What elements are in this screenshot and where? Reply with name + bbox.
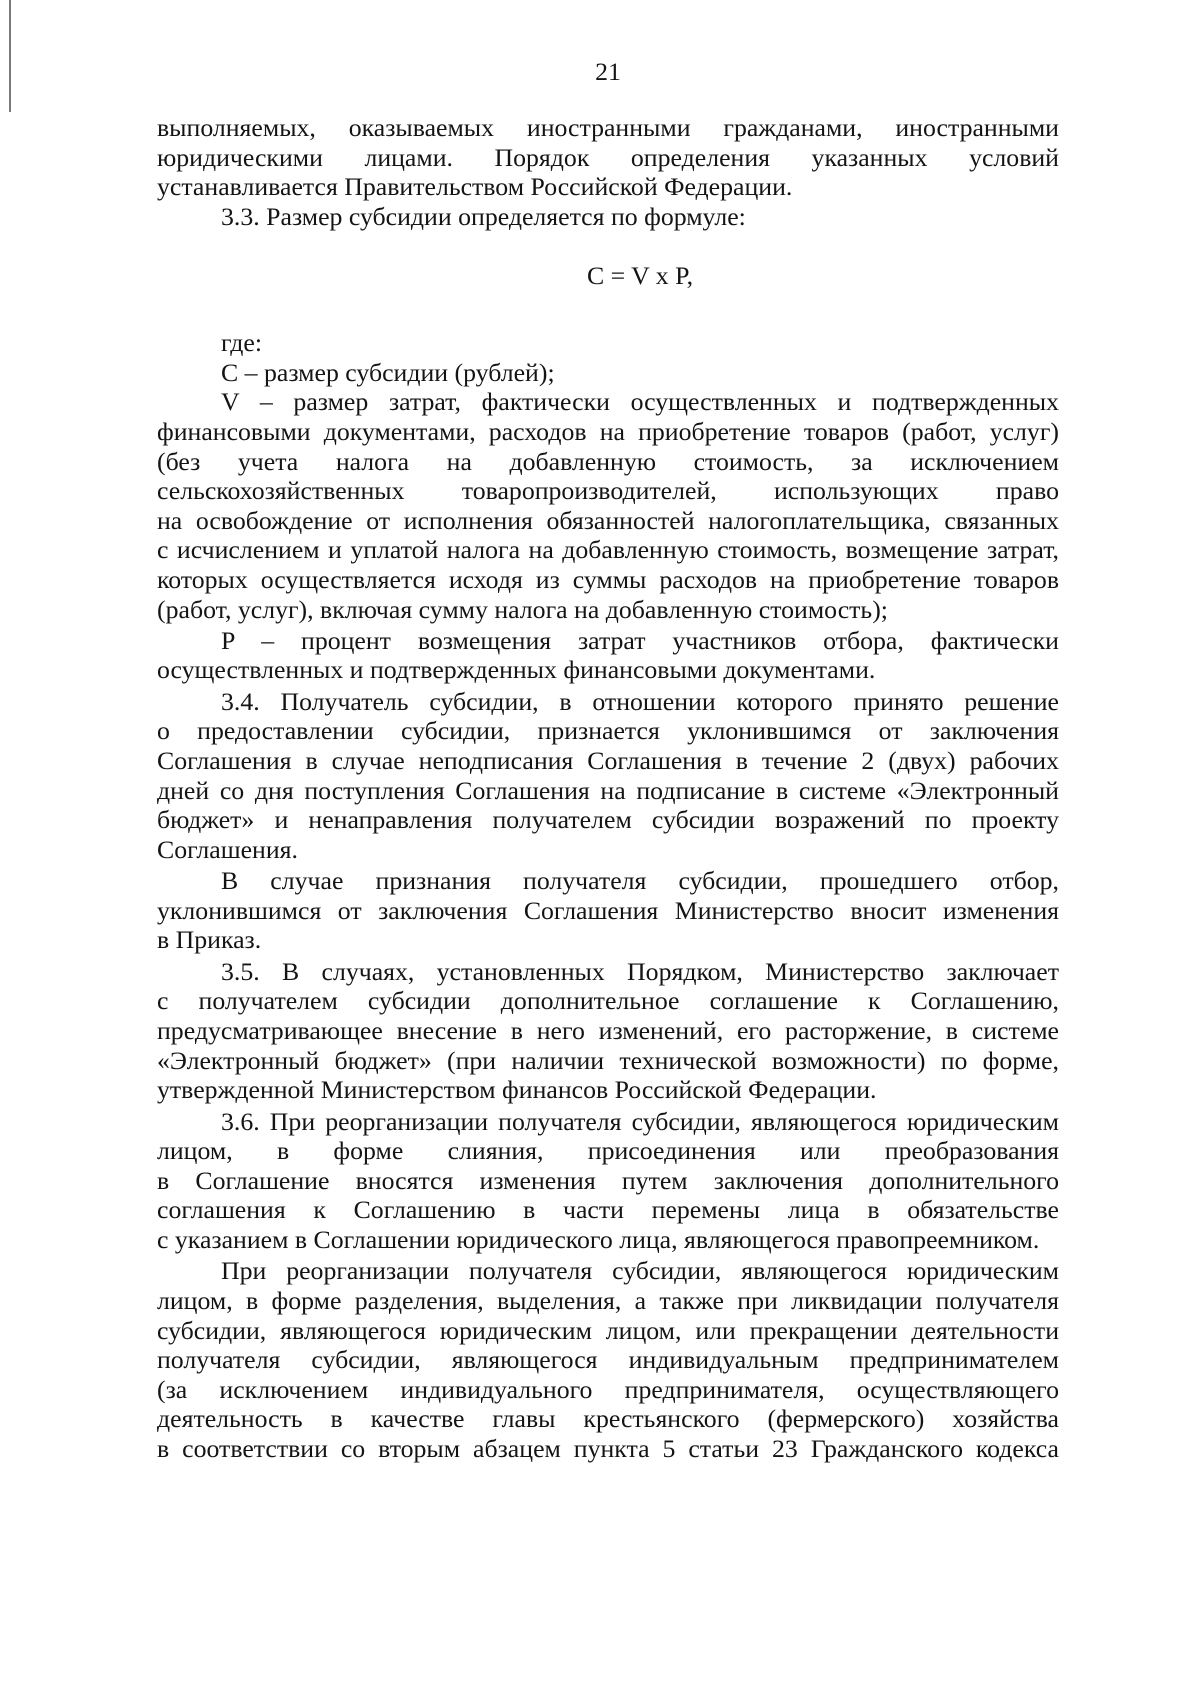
clause-paragraph [157, 1107, 1059, 1255]
text-line: в Приказ. [157, 925, 262, 955]
text-line: осуществленных и подтвержденных финансовыми документами. [157, 655, 876, 685]
text-line: устанавливается Правительством Российской Федерации. [157, 172, 793, 202]
text-line: получателя субсидии, являющегося индивидуальным предпринимателем [157, 1345, 1059, 1375]
text-line: бюджет» и ненаправления получателем субсидии возражений по проекту [157, 805, 1059, 835]
text-line: «Электронный бюджет» (при наличии технической возможности) по форме, [157, 1045, 1059, 1075]
clause-paragraph [157, 1256, 1059, 1463]
definition-paragraph [157, 626, 1059, 685]
text-line: с исчислением и уплатой налога на добавленную стоимость, возмещение затрат, [157, 535, 1059, 565]
text-line: уклонившимся от заключения Соглашения Министерство вносит изменения [157, 895, 1059, 925]
text-line: V – размер затрат, фактически осуществленных и подтвержденных [221, 387, 1059, 417]
text-line: деятельность в качестве главы крестьянского (фермерского) хозяйства [157, 1404, 1059, 1434]
text-line: утвержденной Министерством финансов Российской Федерации. [157, 1075, 877, 1105]
text-line: (без учета налога на добавленную стоимость, за исключением [157, 446, 1059, 476]
text-line: дней со дня поступления Соглашения на подписание в системе «Электронный [157, 775, 1059, 805]
where-label [157, 328, 1059, 358]
definition-paragraph [157, 358, 1059, 388]
text-line: лицом, в форме разделения, выделения, а также при ликвидации получателя [157, 1285, 1059, 1315]
text-line: Соглашения в случае неподписания Соглашения в течение 2 (двух) рабочих [157, 746, 1059, 776]
formula: C = V x P, [586, 261, 694, 291]
text-line: которых осуществляется исходя из суммы расходов на приобретение товаров [157, 564, 1059, 594]
text-line: с указанием в Соглашении юридического лица, являющегося правопреемником. [157, 1224, 1040, 1254]
scan-edge-line [9, 0, 11, 112]
clause-paragraph [157, 866, 1059, 955]
text-line: 3.6. При реорганизации получателя субсидии, являющегося юридическим [221, 1106, 1059, 1136]
text-line: лицом, в форме слияния, присоединения или преобразования [157, 1136, 1059, 1166]
text-line: о предоставлении субсидии, признается уклонившимся от заключения [157, 716, 1059, 746]
definitions-list [157, 358, 1059, 685]
text-line: где: [221, 328, 263, 358]
document-body [157, 113, 1059, 1464]
text-line: юридическими лицами. Порядок определения указанных условий [157, 142, 1059, 172]
clause-3-3-paragraph [157, 202, 1059, 232]
clause-paragraph [157, 957, 1059, 1105]
text-line: Соглашения. [157, 834, 298, 864]
text-line: 3.4. Получатель субсидии, в отношении которого принято решение [221, 686, 1059, 716]
text-line: 3.3. Размер субсидии определяется по формуле: [221, 201, 746, 231]
text-line: с получателем субсидии дополнительное соглашение к Соглашению, [157, 986, 1059, 1016]
text-line: выполняемых, оказываемых иностранными гражданами, иностранными [157, 113, 1059, 142]
text-line: на освобождение от исполнения обязанностей налогоплательщика, связанных [157, 505, 1059, 535]
text-line: C – размер субсидии (рублей); [221, 357, 555, 387]
text-line: сельскохозяйственных товаропроизводителей, использующих право [157, 476, 1059, 506]
text-line: В случае признания получателя субсидии, прошедшего отбор, [221, 866, 1059, 896]
text-line: в соответствии со вторым абзацем пункта 5 статьи 23 Гражданского кодекса [157, 1433, 1059, 1463]
definition-paragraph [157, 387, 1059, 624]
text-line: предусматривающее внесение в него изменений, его расторжение, в системе [157, 1016, 1059, 1045]
text-line: в Соглашение вносятся изменения путем заключения дополнительного [157, 1165, 1059, 1195]
text-line: При реорганизации получателя субсидии, являющегося юридическим [221, 1256, 1059, 1286]
text-line: (работ, услуг), включая сумму налога на добавленную стоимость); [157, 594, 888, 624]
clause-paragraph [157, 687, 1059, 865]
text-line: (за исключением индивидуального предпринимателя, осуществляющего [157, 1374, 1059, 1404]
continued-paragraph [157, 113, 1059, 202]
text-line: P – процент возмещения затрат участников отбора, фактически [221, 625, 1059, 655]
text-line: соглашения к Соглашению в части перемены лица в обязательстве [157, 1195, 1059, 1225]
text-line: 3.5. В случаях, установленных Порядком, Министерство заключает [221, 956, 1059, 986]
page-number: 21 [595, 57, 621, 86]
clauses-list [157, 687, 1059, 1464]
text-line: субсидии, являющегося юридическим лицом, или прекращении деятельности [157, 1315, 1059, 1345]
text-line: финансовыми документами, расходов на приобретение товаров (работ, услуг) [157, 416, 1059, 446]
